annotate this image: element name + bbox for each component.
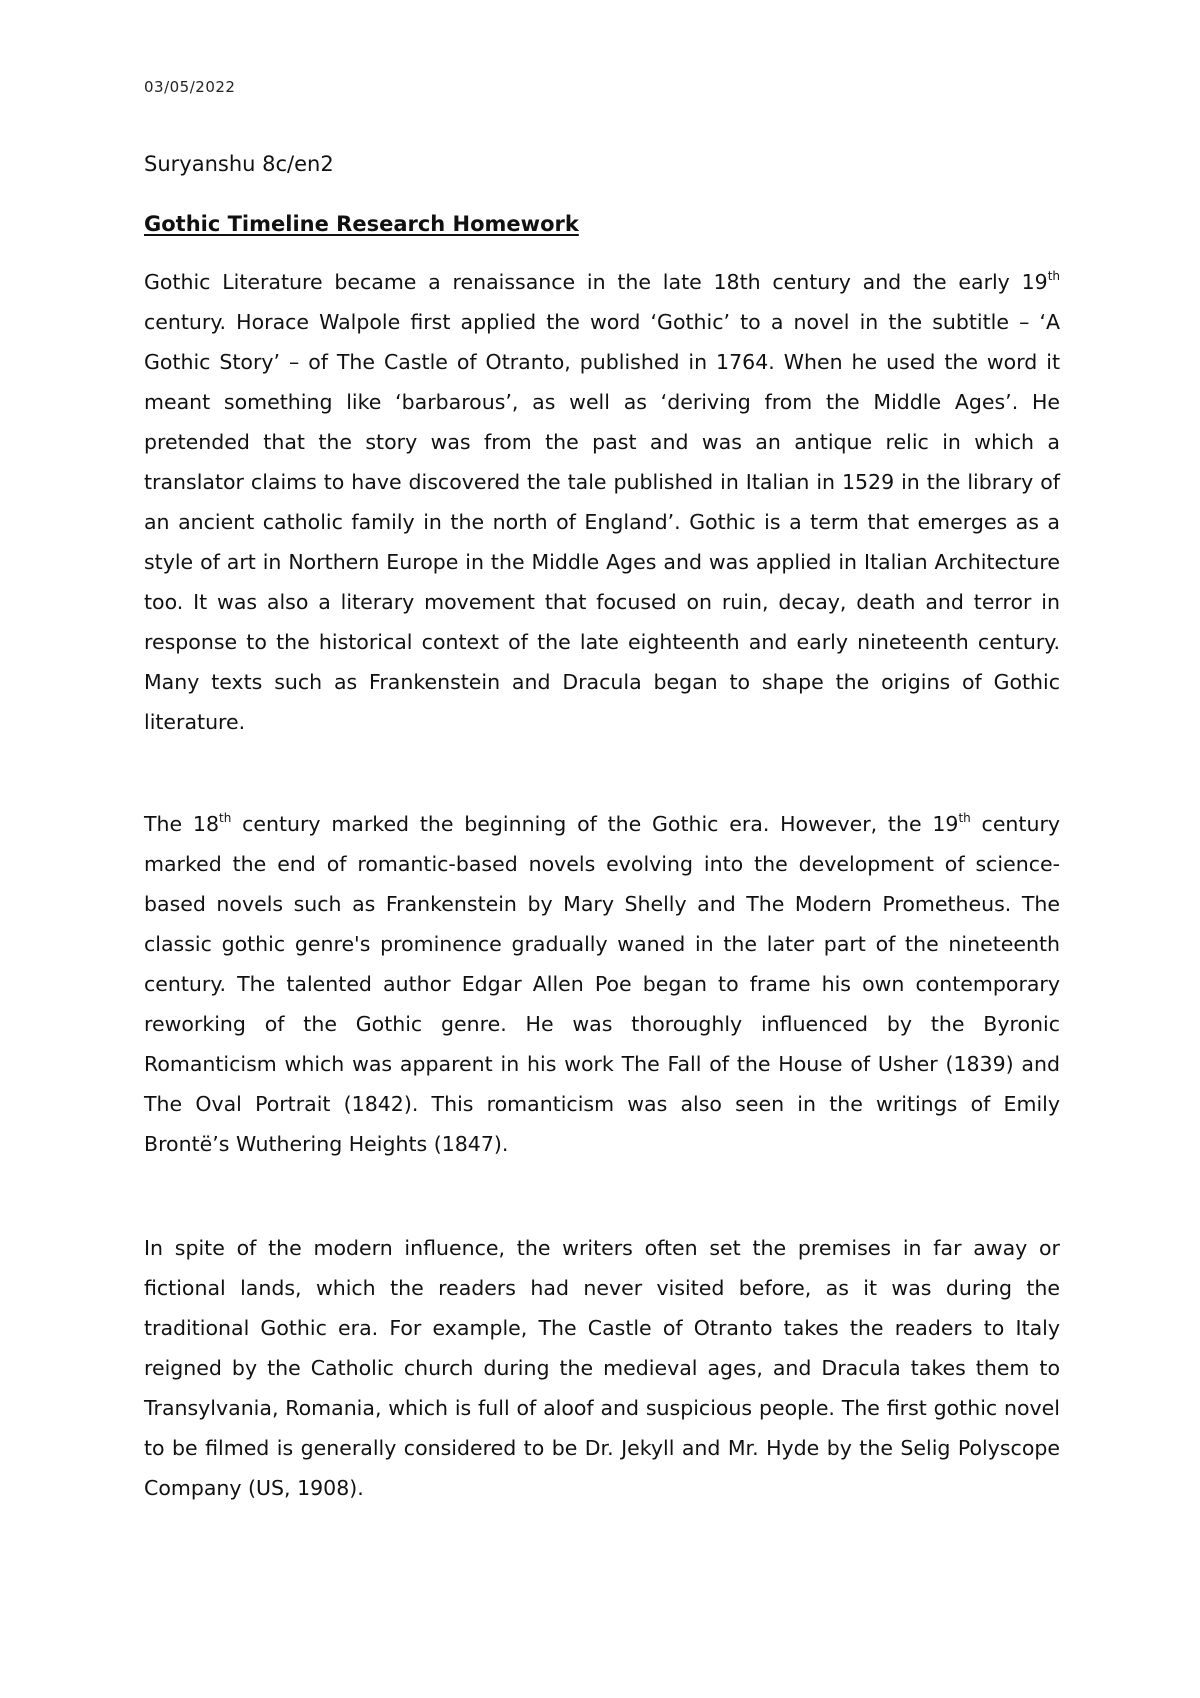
paragraph-2-superscript-a: th [219, 811, 232, 825]
author-line: Suryanshu 8c/en2 [144, 152, 334, 176]
paragraph-3 [144, 1228, 1060, 1508]
paragraph-2-superscript-b: th [958, 811, 971, 825]
paragraph-2-text-a: The 18 [144, 812, 219, 836]
paragraph-2-text-b: century marked the beginning of the Gothic era. However, the 19 [231, 812, 959, 836]
document-title: Gothic Timeline Research Homework [144, 212, 579, 236]
paragraph-1-text-a: Gothic Literature became a renaissance in the late 18th century and the early 19 [144, 270, 1048, 294]
document-page [144, 0, 1060, 1698]
document-date: 03/05/2022 [144, 78, 236, 96]
paragraph-1-superscript: th [1047, 269, 1060, 283]
paragraph-1 [144, 262, 1060, 742]
paragraph-2-text-c: century marked the end of romantic-based novels evolving into the development of science-based novels such as Frankenstein by Mary Shelly and The Modern Prometheus. The classic gothic genre's prominence gradually waned in the later part of the nineteenth century. The talented author Edgar Allen Poe began to frame his own contemporary reworking of the Gothic genre. He was thoroughly influenced by the Byronic Romanticism which was apparent in his work The Fall of the House of Usher (1839) and The Oval Portrait (1842). This romanticism was also seen in the writings of Emily Brontë’s Wuthering Heights (1847). [144, 812, 1061, 1156]
paragraph-1-text-b: century. Horace Walpole first applied the word ‘Gothic’ to a novel in the subtitle – ‘A Gothic Story’ – of The Castle of Otranto, published in 1764. When he used the word it meant something like ‘barbarous’, as well as ‘deriving from the Middle Ages’. He pretended that the story was from the past and was an antique relic in which a translator claims to have discovered the tale published in Italian in 1529 in the library of an ancient catholic family in the north of England’. Gothic is a term that emerges as a style of art in Northern Europe in the Middle Ages and was applied in Italian Architecture too. It was also a literary movement that focused on ruin, decay, death and terror in response to the historical context of the late eighteenth and early nineteenth century. Many texts such as Frankenstein and Dracula began to shape the origins of Gothic literature. [144, 310, 1060, 734]
paragraph-3-text: In spite of the modern influence, the writers often set the premises in far away or fictional lands, which the readers had never visited before, as it was during the traditional Gothic era. For example, The Castle of Otranto takes the readers to Italy reigned by the Catholic church during the medieval ages, and Dracula takes them to Transylvania, Romania, which is full of aloof and suspicious people. The first gothic novel to be filmed is generally considered to be Dr. Jekyll and Mr. Hyde by the Selig Polyscope Company (US, 1908). [144, 1236, 1060, 1500]
paragraph-2 [144, 804, 1060, 1164]
